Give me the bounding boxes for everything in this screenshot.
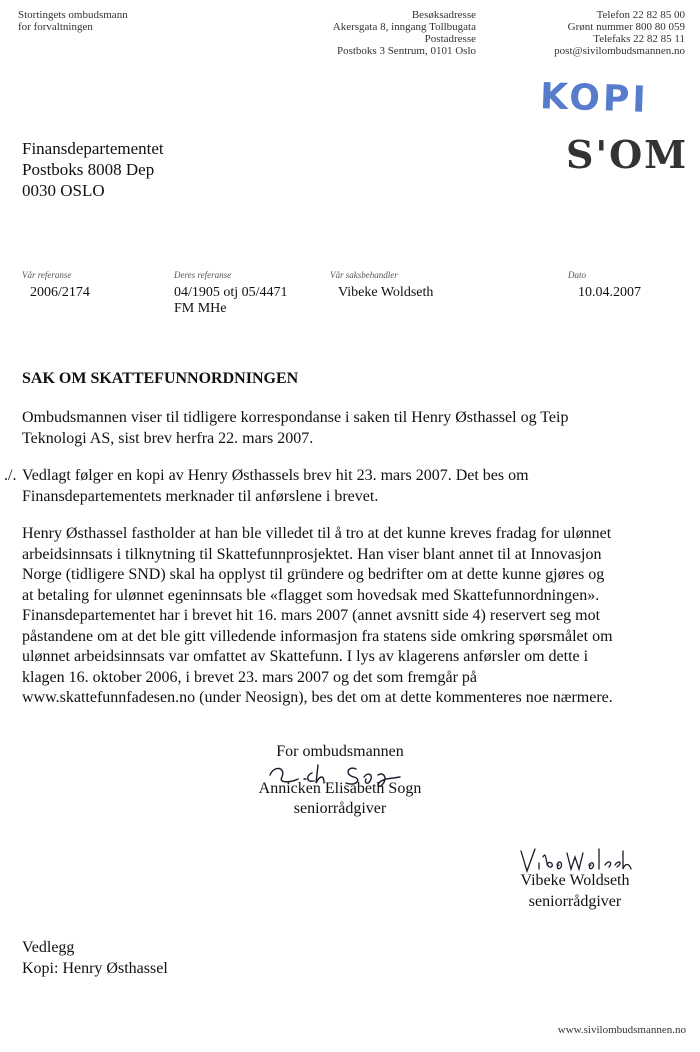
page-title: SAK OM SKATTEFUNNORDNINGEN bbox=[22, 370, 299, 387]
meta-deres-ref bbox=[174, 270, 288, 317]
visit-street: Akersgata 8, inngang Tollbugata bbox=[332, 21, 476, 33]
footer-url: www.sivilombudsmannen.no bbox=[557, 1024, 686, 1036]
recipient-box: Postboks 8008 Dep bbox=[22, 160, 155, 179]
deres-ref-value-2: FM MHe bbox=[174, 301, 227, 316]
text-line: Teknologi AS, sist brev herfra 22. mars 2007. bbox=[22, 429, 314, 447]
meta-dato bbox=[568, 270, 641, 301]
signature-block-1 bbox=[240, 742, 440, 820]
text-line: arbeidsinnsats i tilknytning til Skattefunnprosjektet. Han viser blant annet til at Innovasjon bbox=[22, 545, 602, 563]
post-label: Postadresse bbox=[424, 33, 476, 45]
text-line: klagen 16. oktober 2006, i brevet 23. mars 2007 og det som fremgår på bbox=[22, 668, 477, 686]
contact-fax: Telefaks 22 82 85 11 bbox=[593, 33, 685, 45]
kopi-stamp: KOPI bbox=[539, 76, 650, 121]
signature-for: For ombudsmannen bbox=[276, 743, 404, 760]
letterhead-org bbox=[18, 9, 128, 33]
paragraph-3 bbox=[22, 524, 613, 709]
letterhead-contact bbox=[500, 9, 685, 57]
som-stamp: S'OM bbox=[566, 132, 689, 177]
signature-1-name: Annicken Elisabeth Sogn bbox=[258, 779, 422, 797]
vedlegg-label: Vedlegg bbox=[22, 939, 75, 956]
paragraph-1 bbox=[22, 408, 568, 449]
deres-ref-value-1: 04/1905 otj 05/4471 bbox=[174, 285, 288, 300]
saksbehandler-label: Vår saksbehandler bbox=[330, 270, 398, 280]
letterhead-visit-address bbox=[300, 9, 476, 57]
recipient-address bbox=[22, 138, 164, 201]
contact-green: Grønt nummer 800 80 059 bbox=[567, 21, 685, 33]
deres-ref-label: Deres referanse bbox=[174, 270, 232, 280]
post-address: Postboks 3 Sentrum, 0101 Oslo bbox=[336, 45, 476, 57]
recipient-name: Finansdepartementet bbox=[22, 139, 164, 158]
meta-saksbehandler bbox=[330, 270, 433, 301]
signature-block-2 bbox=[500, 845, 650, 912]
paragraph-2 bbox=[22, 466, 529, 507]
kopi-line: Kopi: Henry Østhassel bbox=[22, 959, 168, 977]
signature-1-title: seniorrådgiver bbox=[293, 800, 387, 817]
var-ref-label: Vår referanse bbox=[22, 270, 72, 280]
text-line: Norge (tidligere SND) skal ha opplyst til gründere og bedrifter om at dette kunne gjøres og bbox=[22, 566, 605, 583]
text-line: påstandene om at det ble gitt villedende informasjon fra statens side omkring spørsmålet om bbox=[22, 627, 613, 645]
enclosures bbox=[22, 938, 168, 979]
text-line: Vedlagt følger en kopi av Henry Østhassels brev hit 23. mars 2007. Det bes om bbox=[22, 467, 529, 484]
text-line: at betaling for ulønnet egeninnsats ble «flagget som hovedsak med Skattefunnordningen». bbox=[22, 586, 600, 604]
text-line: ulønnet arbeidsinnsats var omfattet av Skattefunn. I lys av klagerens anførsler om dette i bbox=[22, 648, 589, 665]
visit-label: Besøksadresse bbox=[411, 9, 476, 21]
text-line: www.skattefunnfadesen.no (under Neosign), bes det om at dette kommenteres noe nærmere. bbox=[22, 689, 613, 706]
saksbehandler-value: Vibeke Woldseth bbox=[338, 285, 434, 300]
dato-value: 10.04.2007 bbox=[578, 285, 641, 300]
text-line: Henry Østhassel fastholder at han ble villedet til å tro at det kunne kreves fradag for ulønnet bbox=[22, 525, 612, 542]
var-ref-value: 2006/2174 bbox=[30, 285, 90, 300]
text-line: Finansdepartementet har i brevet hit 16. mars 2007 (annet avsnitt side 4) reservert seg mot bbox=[22, 607, 601, 624]
signature-2-name: Vibeke Woldseth bbox=[520, 872, 630, 889]
enclosure-mark: ./. bbox=[4, 467, 17, 484]
dato-label: Dato bbox=[568, 270, 586, 280]
org-line-2: for forvaltningen bbox=[18, 21, 93, 33]
signature-2-title: seniorrådgiver bbox=[528, 892, 622, 910]
contact-email: post@sivilombudsmannen.no bbox=[554, 45, 685, 57]
contact-phone: Telefon 22 82 85 00 bbox=[596, 9, 685, 21]
meta-var-ref bbox=[22, 270, 90, 301]
text-line: Ombudsmannen viser til tidligere korrespondanse i saken til Henry Østhassel og Teip bbox=[22, 409, 569, 426]
recipient-city: 0030 OSLO bbox=[22, 181, 105, 200]
text-line: Finansdepartementets merknader til anførslene i brevet. bbox=[22, 487, 379, 505]
org-line-1: Stortingets ombudsmann bbox=[18, 9, 128, 21]
